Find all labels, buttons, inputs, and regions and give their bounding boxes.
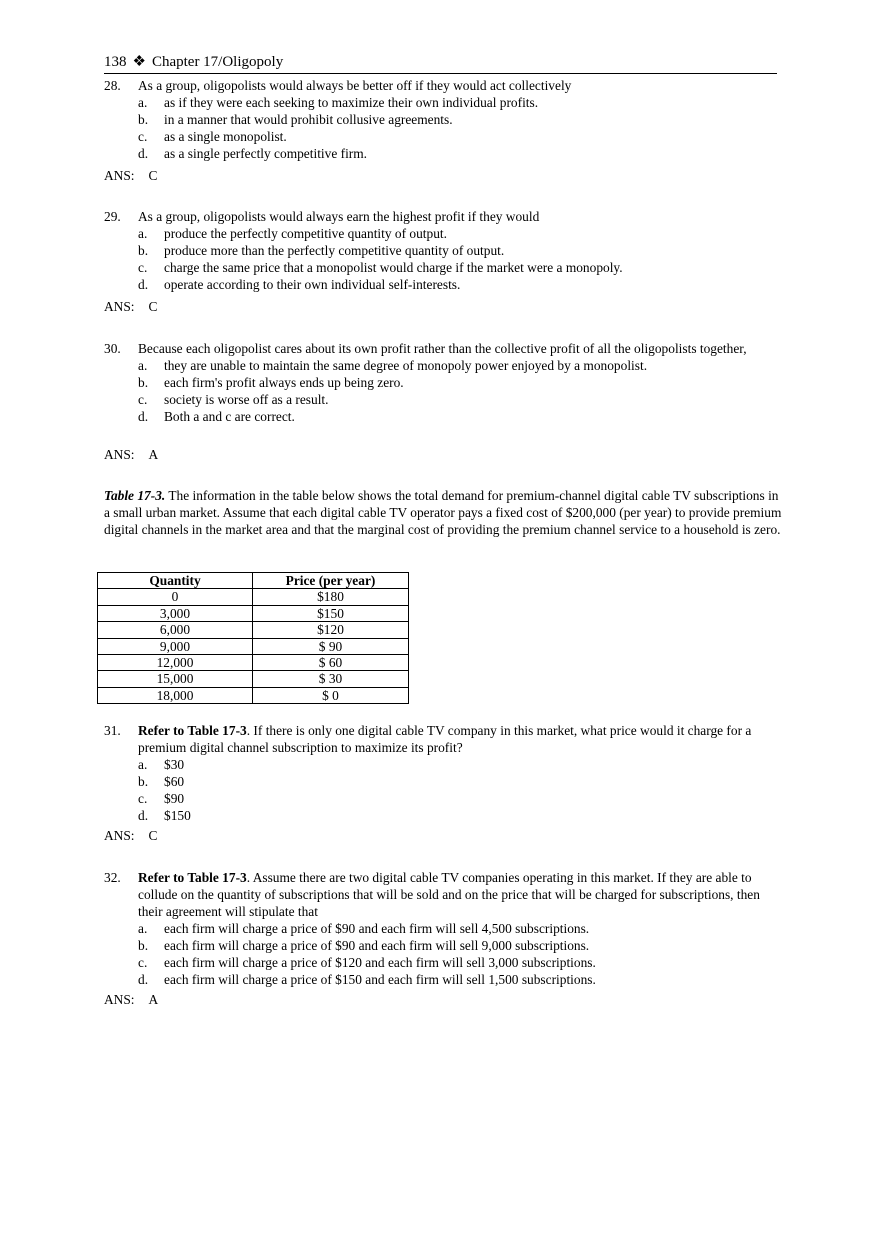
options <box>138 357 784 425</box>
table-reference: Refer to Table 17-3 <box>138 870 247 885</box>
table-description: The information in the table below shows the total demand for premium-channel digital cable TV subscriptions in a small urban market. Assume that each digital cable TV operator pays a fixed cost of $200,000 (per year) to provide premium digital channels in the market area and that the marginal cost of providing the premium channel service to a household is zero. <box>104 488 782 537</box>
option-a: a. as if they were each seeking to maximize their own individual profits. <box>138 95 539 110</box>
table-row: 15,000 $ 30 <box>98 671 409 687</box>
option-a: a. $30 <box>138 757 185 772</box>
header-price: Price (per year) <box>253 573 409 589</box>
table-label: Table 17-3. <box>104 488 166 503</box>
option-d: d. each firm will charge a price of $150 and each firm will sell 1,500 subscriptions. <box>138 972 596 987</box>
table-intro <box>104 487 784 538</box>
option-c: c. society is worse off as a result. <box>138 392 329 407</box>
header-quantity: Quantity <box>98 573 253 589</box>
option-b: b. each firm's profit always ends up being zero. <box>138 375 404 390</box>
option-a: a. they are unable to maintain the same degree of monopoly power enjoyed by a monopolist. <box>138 358 648 373</box>
option-c: c. as a single monopolist. <box>138 129 287 144</box>
question-29 <box>104 208 784 293</box>
question-31 <box>104 722 784 824</box>
option-b: b. produce more than the perfectly competitive quantity of output. <box>138 243 505 258</box>
answer-30: ANS: A <box>104 447 159 462</box>
table-row: 6,000 $120 <box>98 622 409 638</box>
option-d: d. operate according to their own individual self-interests. <box>138 277 461 292</box>
question-28 <box>104 77 784 162</box>
page-number: 138 <box>104 54 127 70</box>
question-stem: Because each oligopolist cares about its own profit rather than the collective profit of all the oligopolists together, <box>138 341 747 356</box>
option-c: c. $90 <box>138 791 185 806</box>
option-a: a. each firm will charge a price of $90 and each firm will sell 4,500 subscriptions. <box>138 921 590 936</box>
option-c: c. each firm will charge a price of $120 and each firm will sell 3,000 subscriptions. <box>138 955 596 970</box>
question-number: 28. <box>104 78 121 93</box>
question-number: 32. <box>104 870 121 885</box>
options <box>138 920 784 988</box>
option-b: b. each firm will charge a price of $90 and each firm will sell 9,000 subscriptions. <box>138 938 590 953</box>
option-b: b. in a manner that would prohibit collusive agreements. <box>138 112 453 127</box>
question-number: 31. <box>104 723 121 738</box>
option-b: b. $60 <box>138 774 185 789</box>
table-reference: Refer to Table 17-3 <box>138 723 247 738</box>
answer-31: ANS: C <box>104 828 158 843</box>
option-d: d. $150 <box>138 808 191 823</box>
page-header <box>104 52 777 74</box>
question-number: 29. <box>104 209 121 224</box>
options <box>138 94 784 162</box>
option-c: c. charge the same price that a monopolist would charge if the market were a monopoly. <box>138 260 623 275</box>
table-header-row <box>98 573 409 589</box>
diamond-icon: ❖ <box>132 54 146 70</box>
option-a: a. produce the perfectly competitive quantity of output. <box>138 226 447 241</box>
question-stem: Refer to Table 17-3. Assume there are two digital cable TV companies operating in this market. If they are able to collude on the quantity of subscriptions that will be sold and on the price that will be charged for subscriptions, then their agreement will stipulate that <box>138 870 760 919</box>
option-d: d. as a single perfectly competitive firm. <box>138 146 368 161</box>
table-row: 12,000 $ 60 <box>98 655 409 671</box>
table-row: 0 $180 <box>98 589 409 605</box>
option-d: d. Both a and c are correct. <box>138 409 295 424</box>
question-number: 30. <box>104 341 121 356</box>
answer-28: ANS: C <box>104 168 158 183</box>
options <box>138 756 784 824</box>
question-stem: As a group, oligopolists would always earn the highest profit if they would <box>138 209 540 224</box>
question-stem: Refer to Table 17-3. If there is only one digital cable TV company in this market, what price would it charge for a premium digital channel subscription to maximize its profit? <box>138 723 752 755</box>
demand-table <box>97 572 409 704</box>
table-row: 9,000 $ 90 <box>98 638 409 654</box>
chapter-title: Chapter 17/Oligopoly <box>151 54 284 70</box>
answer-32: ANS: A <box>104 992 159 1007</box>
question-stem: As a group, oligopolists would always be better off if they would act collectively <box>138 78 572 93</box>
question-30 <box>104 340 784 425</box>
table-row: 18,000 $ 0 <box>98 687 409 703</box>
options <box>138 225 784 293</box>
table-row: 3,000 $150 <box>98 605 409 621</box>
answer-29: ANS: C <box>104 299 158 314</box>
question-32 <box>104 869 784 988</box>
